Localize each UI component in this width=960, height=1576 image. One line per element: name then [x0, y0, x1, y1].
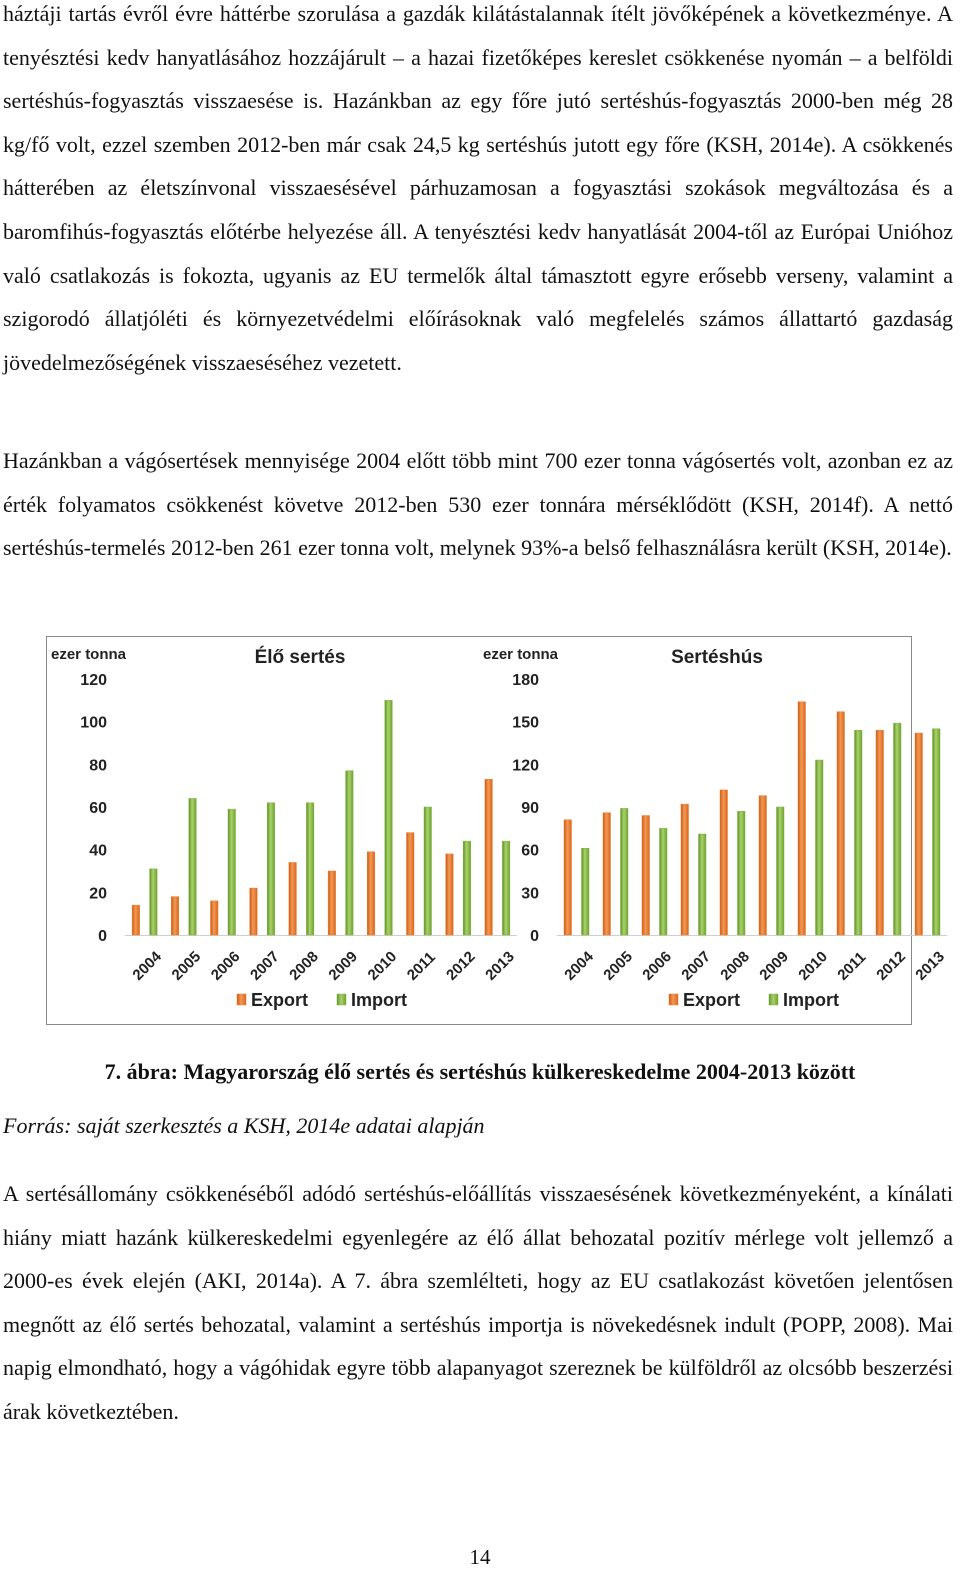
chart-title: Élő sertés: [254, 647, 346, 668]
legend-label-export: Export: [683, 990, 741, 1010]
bar-import-2010: [385, 700, 393, 935]
y-tick-label: 40: [89, 842, 107, 860]
legend-swatch-import: [769, 994, 778, 1005]
y-tick-label: 30: [521, 885, 539, 903]
chart-panel-1: [51, 646, 518, 1010]
x-tick-label: 2009: [325, 948, 362, 984]
y-tick-label: 0: [98, 928, 107, 945]
bar-import-2009: [346, 771, 354, 935]
bar-export-2013: [485, 779, 493, 935]
chart-canvas: [47, 637, 948, 1026]
chart-title: Sertéshús: [671, 647, 763, 668]
bar-import-2004: [582, 848, 590, 935]
x-tick-label: 2010: [364, 948, 401, 984]
bar-import-2013: [502, 841, 510, 935]
bar-import-2007: [699, 834, 707, 935]
x-tick-label: 2005: [168, 948, 205, 984]
y-tick-label: 120: [512, 757, 539, 775]
x-tick-label: 2009: [756, 948, 792, 984]
bar-export-2011: [837, 712, 845, 935]
paragraph-2: Hazánkban a vágósertések mennyisége 2004 előtt több mint 700 ezer tonna vágósertés volt, azonban ez az érték folyamatos csökkenést követve 2012-ben 530 ezer tonnára mérséklődött (KSH, 2014f). A nettó sertéshús-termelés 2012-ben 261 ezer tonna volt, melynek 93%-a belső felhasználásra került (KSH, 2014e).: [3, 448, 953, 561]
figure-charts: [46, 636, 948, 1025]
bar-export-2005: [603, 813, 611, 935]
y-tick-label: 0: [530, 928, 539, 945]
x-tick-label: 2008: [717, 948, 753, 984]
bar-import-2004: [150, 869, 158, 935]
bar-export-2009: [328, 871, 336, 935]
bar-export-2010: [798, 702, 806, 935]
bar-export-2004: [564, 820, 572, 935]
x-tick-label: 2011: [403, 948, 439, 984]
y-tick-label: 20: [89, 885, 107, 903]
bar-import-2009: [777, 807, 785, 935]
bar-export-2008: [720, 790, 728, 935]
figure-caption: 7. ábra: Magyarország élő sertés és sertéshús külkereskedelme 2004-2013 között: [104, 1059, 856, 1084]
y-tick-label: 100: [80, 714, 107, 732]
x-tick-label: 2007: [247, 948, 283, 984]
y-tick-label: 90: [521, 800, 539, 817]
bar-export-2010: [367, 852, 375, 935]
x-tick-label: 2005: [600, 948, 636, 984]
x-tick-label: 2010: [795, 948, 831, 984]
bar-export-2009: [759, 796, 767, 935]
bar-import-2013: [933, 729, 941, 935]
bar-import-2012: [894, 723, 902, 935]
bar-export-2006: [642, 816, 650, 935]
bar-export-2013: [915, 733, 923, 935]
bar-export-2012: [446, 854, 454, 935]
x-tick-label: 2013: [482, 948, 518, 984]
bar-export-2012: [876, 730, 884, 935]
y-tick-label: 60: [521, 842, 539, 860]
x-tick-label: 2004: [561, 948, 597, 984]
bar-import-2010: [816, 760, 824, 935]
paragraph-3: A sertésállomány csökkenéséből adódó sertéshús-előállítás visszaesésének következményeként, a kínálati hiány miatt hazánk külkereskedelmi egyenlegére az élő állat behozatal pozitív mérlege volt jellemző a 2000-es évek elején (AKI, 2014a). A 7. ábra szemlélteti, hogy az EU csatlakozást követően jelentősen megnőtt az élő sertés behozatal, valamint a sertéshús importja is növekedésnek indult (POPP, 2008). Mai napig elmondható, hogy a vágóhidak egyre több alapanyagot szereznek be külföldről az olcsóbb beszerzési árak következtében.: [3, 1181, 953, 1424]
legend-swatch-export: [237, 994, 246, 1005]
bar-import-2012: [463, 841, 471, 935]
x-tick-label: 2011: [834, 948, 870, 984]
bar-import-2007: [267, 803, 275, 935]
bar-export-2007: [681, 804, 689, 935]
x-tick-label: 2012: [443, 948, 479, 984]
bar-import-2011: [855, 730, 863, 935]
y-tick-label: 150: [512, 714, 539, 732]
legend-swatch-import: [337, 994, 346, 1005]
y-tick-label: 80: [89, 757, 107, 775]
legend-label-import: Import: [351, 990, 407, 1010]
legend-label-import: Import: [783, 990, 839, 1010]
y-tick-label: 120: [80, 672, 107, 689]
x-tick-label: 2004: [129, 948, 166, 984]
bar-export-2008: [289, 862, 297, 935]
bar-import-2006: [228, 809, 236, 935]
page-number: 14: [469, 1545, 491, 1569]
chart-panel-2: [483, 646, 948, 1010]
bar-export-2006: [211, 901, 219, 935]
bar-import-2011: [424, 807, 432, 935]
x-tick-label: 2006: [207, 948, 244, 984]
bar-import-2005: [621, 808, 629, 935]
x-tick-label: 2013: [912, 948, 948, 984]
bar-export-2005: [171, 897, 179, 935]
x-tick-label: 2006: [639, 948, 675, 984]
bar-import-2008: [306, 803, 314, 935]
bar-export-2004: [132, 905, 140, 935]
bar-export-2007: [250, 888, 258, 935]
x-tick-label: 2008: [286, 948, 322, 984]
legend-swatch-export: [669, 994, 678, 1005]
legend-label-export: Export: [251, 990, 309, 1010]
bar-import-2006: [660, 828, 668, 935]
x-tick-label: 2012: [873, 948, 909, 984]
paragraph-1: háztáji tartás évről évre háttérbe szorulása a gazdák kilátástalannak ítélt jövőképének a következménye. A tenyésztési kedv hanyatlásához hozzájárult – a hazai fizetőképes kereslet csökkenése nyomán – a belföldi sertéshús-fogyasztás visszaesése is. Hazánkban az egy főre jutó sertéshús-fogyasztás 2000-ben még 28 kg/fő volt, ezzel szemben 2012-ben már csak 24,5 kg sertéshús jutott egy főre (KSH, 2014e). A csökkenés hátterében az életszínvonal visszaesésével párhuzamosan a fogyasztási szokások megváltozása és a baromfihús-fogyasztás előtérbe helyezése áll. A tenyésztési kedv hanyatlását 2004-től az Európai Unióhoz való csatlakozás is fokozta, ugyanis az EU termelők által támasztott egyre erősebb verseny, valamint a szigorodó állatjóléti és környezetvédelmi előírásoknak való megfelelés számos állattartó gazdaság jövedelmezőségének visszaeséséhez vezetett.: [3, 1, 953, 375]
y-axis-unit-label: ezer tonna: [483, 646, 559, 663]
figure-source: Forrás: saját szerkesztés a KSH, 2014e adatai alapján: [3, 1113, 485, 1138]
x-tick-label: 2007: [678, 948, 714, 984]
y-tick-label: 60: [89, 800, 107, 817]
bar-import-2008: [738, 811, 746, 935]
y-axis-unit-label: ezer tonna: [51, 646, 127, 663]
bar-import-2005: [189, 798, 197, 935]
bar-export-2011: [407, 833, 415, 935]
y-tick-label: 180: [512, 672, 539, 689]
